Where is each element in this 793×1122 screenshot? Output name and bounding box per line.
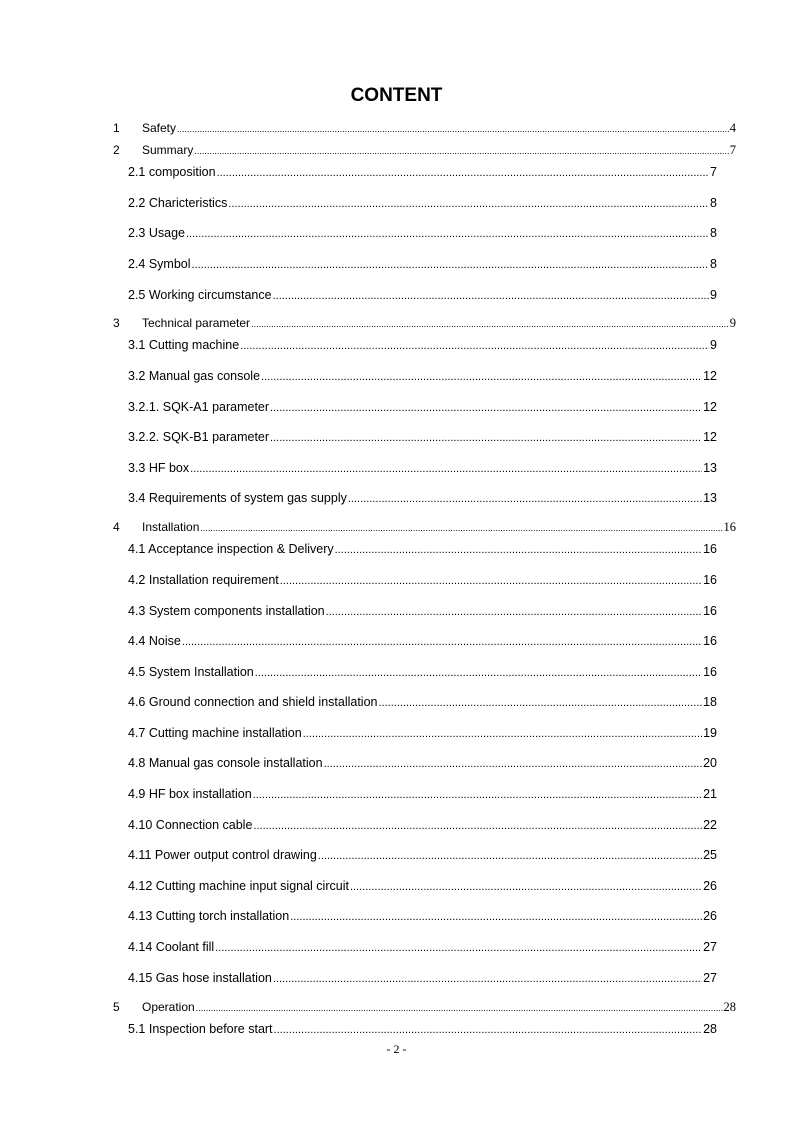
- toc-entry-label: 4.1 Acceptance inspection & Delivery: [128, 542, 334, 556]
- toc-entry-label: 4.15 Gas hose installation: [128, 971, 272, 985]
- dot-leader: [228, 195, 709, 213]
- toc-entry-page: 16: [703, 634, 717, 648]
- toc-entry-number: 3: [113, 316, 120, 330]
- dot-leader: [348, 490, 702, 508]
- dot-leader: [196, 999, 723, 1017]
- toc-entry-label: 3.2.2. SQK-B1 parameter: [128, 430, 270, 444]
- toc-section-entry[interactable]: [128, 459, 717, 477]
- toc-entry-page: 16: [723, 520, 736, 534]
- toc-section-entry[interactable]: [128, 907, 717, 925]
- toc-entry-label: 4.2 Installation requirement: [128, 573, 279, 587]
- toc-section-entry[interactable]: [128, 489, 717, 507]
- toc-entry-page: 13: [703, 491, 717, 505]
- dot-leader: [177, 120, 729, 138]
- toc-entry-page: 13: [703, 461, 717, 475]
- toc-entry-label: 4.8 Manual gas console installation: [128, 756, 323, 770]
- toc-entry-label: 4.11 Power output control drawing: [128, 848, 317, 862]
- dot-leader: [182, 633, 702, 651]
- toc-entry-label: Summary: [142, 143, 194, 157]
- dot-leader: [270, 399, 702, 417]
- toc-entry-label: 4.3 System components installation: [128, 604, 325, 618]
- toc-entry-number: 2: [113, 143, 120, 157]
- dot-leader: [290, 908, 702, 926]
- toc-entry-label: Operation: [142, 1000, 195, 1014]
- dot-leader: [194, 142, 728, 160]
- toc-section-entry[interactable]: [128, 846, 717, 864]
- dot-leader: [215, 939, 702, 957]
- dot-leader: [273, 287, 709, 305]
- toc-entry-page: 16: [703, 604, 717, 618]
- toc-chapter-entry[interactable]: [113, 119, 736, 137]
- toc-entry-label: 4.6 Ground connection and shield installation: [128, 695, 378, 709]
- toc-section-entry[interactable]: [128, 194, 717, 212]
- toc-entry-label: Installation: [142, 520, 200, 534]
- toc-entry-page: 27: [703, 971, 717, 985]
- toc-entry-page: 19: [703, 726, 717, 740]
- toc-entry-label: 3.2 Manual gas console: [128, 369, 261, 383]
- dot-leader: [303, 725, 702, 743]
- toc-entry-page: 9: [710, 288, 717, 302]
- toc-section-entry[interactable]: [128, 255, 717, 273]
- toc-entry-page: 26: [703, 909, 717, 923]
- dot-leader: [255, 664, 702, 682]
- toc-entry-page: 12: [703, 400, 717, 414]
- toc-entry-page: 9: [729, 316, 736, 330]
- toc-entry-label: 4.14 Coolant fill: [128, 940, 215, 954]
- toc-entry-page: 7: [710, 165, 717, 179]
- toc-entry-page: 16: [703, 665, 717, 679]
- toc-section-entry[interactable]: [128, 693, 717, 711]
- toc-entry-page: 8: [710, 257, 717, 271]
- toc-section-entry[interactable]: [128, 540, 717, 558]
- toc-entry-label: 2.1 composition: [128, 165, 216, 179]
- dot-leader: [273, 970, 702, 988]
- toc-section-entry[interactable]: [128, 336, 717, 354]
- dot-leader: [318, 847, 702, 865]
- dot-leader: [378, 694, 702, 712]
- dot-leader: [240, 337, 709, 355]
- toc-section-entry[interactable]: [128, 877, 717, 895]
- toc-section-entry[interactable]: [128, 754, 717, 772]
- toc-entry-page: 27: [703, 940, 717, 954]
- toc-entry-label: 5.1 Inspection before start: [128, 1022, 273, 1036]
- dot-leader: [186, 225, 709, 243]
- toc-chapter-entry[interactable]: [113, 998, 736, 1016]
- dot-leader: [335, 541, 702, 559]
- dot-leader: [253, 786, 702, 804]
- toc-entry-page: 8: [710, 226, 717, 240]
- toc-entry-label: 4.4 Noise: [128, 634, 181, 648]
- toc-entry-label: 4.10 Connection cable: [128, 818, 253, 832]
- toc-section-entry[interactable]: [128, 632, 717, 650]
- toc-chapter-entry[interactable]: [113, 141, 736, 159]
- toc-entry-page: 21: [703, 787, 717, 801]
- dot-leader: [217, 164, 709, 182]
- dot-leader: [261, 368, 702, 386]
- toc-section-entry[interactable]: [128, 785, 717, 803]
- toc-section-entry[interactable]: [128, 1020, 717, 1038]
- dot-leader: [192, 256, 710, 274]
- toc-entry-page: 26: [703, 879, 717, 893]
- toc-section-entry[interactable]: [128, 724, 717, 742]
- toc-entry-label: 2.3 Usage: [128, 226, 185, 240]
- toc-chapter-entry[interactable]: [113, 518, 736, 536]
- dot-leader: [280, 572, 702, 590]
- toc-section-entry[interactable]: [128, 938, 717, 956]
- toc-entry-label: Technical parameter: [142, 316, 251, 330]
- toc-section-entry[interactable]: [128, 163, 717, 181]
- toc-entry-page: 25: [703, 848, 717, 862]
- toc-section-entry[interactable]: [128, 224, 717, 242]
- toc-entry-number: 4: [113, 520, 120, 534]
- toc-section-entry[interactable]: [128, 367, 717, 385]
- toc-entry-page: 7: [729, 143, 736, 157]
- toc-entry-label: 2.4 Symbol: [128, 257, 191, 271]
- toc-entry-page: 20: [703, 756, 717, 770]
- dot-leader: [253, 817, 702, 835]
- dot-leader: [200, 519, 722, 537]
- toc-entry-page: 28: [703, 1022, 717, 1036]
- toc-section-entry[interactable]: [128, 428, 717, 446]
- toc-entry-label: 4.7 Cutting machine installation: [128, 726, 302, 740]
- toc-entry-page: 8: [710, 196, 717, 210]
- dot-leader: [324, 755, 703, 773]
- toc-section-entry[interactable]: [128, 969, 717, 987]
- toc-entry-page: 28: [723, 1000, 736, 1014]
- page-title: CONTENT: [350, 85, 443, 106]
- toc-entry-page: 18: [703, 695, 717, 709]
- toc-section-entry[interactable]: [128, 602, 717, 620]
- dot-leader: [251, 315, 729, 333]
- toc-section-entry[interactable]: [128, 398, 717, 416]
- page-number-footer: - 2 -: [386, 1042, 407, 1056]
- toc-entry-label: 2.2 Charicteristics: [128, 196, 228, 210]
- toc-entry-label: 3.3 HF box: [128, 461, 190, 475]
- toc-entry-page: 16: [703, 573, 717, 587]
- toc-entry-label: 3.2.1. SQK-A1 parameter: [128, 400, 270, 414]
- toc-section-entry[interactable]: [128, 571, 717, 589]
- toc-entry-label: Safety: [142, 121, 177, 135]
- toc-chapter-entry[interactable]: [113, 314, 736, 332]
- toc-entry-label: 4.9 HF box installation: [128, 787, 252, 801]
- toc-entry-number: 1: [113, 121, 120, 135]
- toc-entry-page: 9: [710, 338, 717, 352]
- dot-leader: [326, 603, 702, 621]
- toc-entry-page: 16: [703, 542, 717, 556]
- toc-entry-page: 12: [703, 430, 717, 444]
- toc-entry-page: 12: [703, 369, 717, 383]
- toc-entry-label: 3.1 Cutting machine: [128, 338, 240, 352]
- dot-leader: [350, 878, 702, 896]
- toc-entry-page: 4: [729, 121, 736, 135]
- toc-entry-label: 2.5 Working circumstance: [128, 288, 272, 302]
- toc-entry-label: 4.5 System Installation: [128, 665, 254, 679]
- toc-section-entry[interactable]: [128, 286, 717, 304]
- toc-section-entry[interactable]: [128, 663, 717, 681]
- toc-entry-number: 5: [113, 1000, 120, 1014]
- dot-leader: [270, 429, 702, 447]
- toc-section-entry[interactable]: [128, 816, 717, 834]
- toc-entry-label: 4.12 Cutting machine input signal circuit: [128, 879, 349, 893]
- toc-entry-label: 4.13 Cutting torch installation: [128, 909, 290, 923]
- toc-entry-label: 3.4 Requirements of system gas supply: [128, 491, 347, 505]
- toc-entry-page: 22: [703, 818, 717, 832]
- dot-leader: [274, 1021, 703, 1039]
- dot-leader: [190, 460, 702, 478]
